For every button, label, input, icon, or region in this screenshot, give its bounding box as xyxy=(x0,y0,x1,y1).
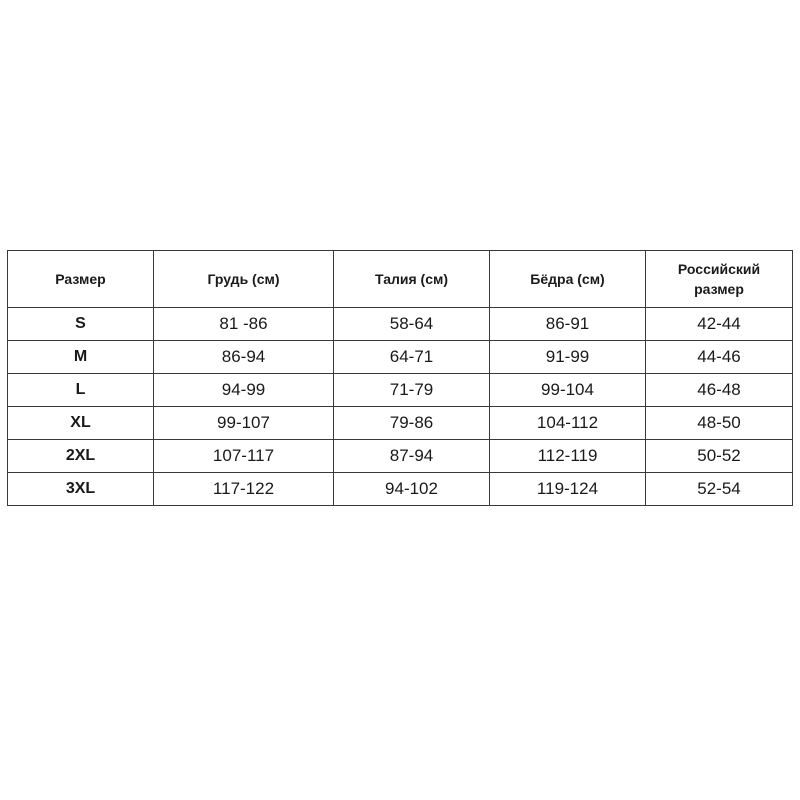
cell-russian-size: 46-48 xyxy=(646,374,793,407)
table-row xyxy=(8,308,793,341)
cell-size: L xyxy=(8,374,154,407)
cell-chest: 81 -86 xyxy=(154,308,334,341)
cell-hips: 119-124 xyxy=(490,473,646,506)
header-size: Размер xyxy=(8,251,154,308)
cell-chest: 117-122 xyxy=(154,473,334,506)
cell-hips: 86-91 xyxy=(490,308,646,341)
table-row xyxy=(8,341,793,374)
table-row xyxy=(8,473,793,506)
cell-waist: 79-86 xyxy=(334,407,490,440)
cell-waist: 71-79 xyxy=(334,374,490,407)
header-row xyxy=(8,251,793,308)
cell-hips: 104-112 xyxy=(490,407,646,440)
header-waist: Талия (см) xyxy=(334,251,490,308)
header-russian-size-line1: Российский xyxy=(677,261,761,277)
cell-russian-size: 52-54 xyxy=(646,473,793,506)
cell-russian-size: 50-52 xyxy=(646,440,793,473)
table-row xyxy=(8,440,793,473)
cell-waist: 94-102 xyxy=(334,473,490,506)
header-russian-size-line2: размер xyxy=(694,281,744,297)
cell-size: 2XL xyxy=(8,440,154,473)
cell-waist: 58-64 xyxy=(334,308,490,341)
table-row xyxy=(8,407,793,440)
cell-hips: 112-119 xyxy=(490,440,646,473)
header-chest: Грудь (см) xyxy=(154,251,334,308)
header-hips: Бёдра (см) xyxy=(490,251,646,308)
cell-chest: 107-117 xyxy=(154,440,334,473)
cell-russian-size: 42-44 xyxy=(646,308,793,341)
cell-chest: 86-94 xyxy=(154,341,334,374)
cell-size: 3XL xyxy=(8,473,154,506)
cell-size: S xyxy=(8,308,154,341)
size-chart-table xyxy=(7,250,793,506)
table-row xyxy=(8,374,793,407)
cell-size: M xyxy=(8,341,154,374)
cell-russian-size: 48-50 xyxy=(646,407,793,440)
cell-waist: 87-94 xyxy=(334,440,490,473)
cell-chest: 94-99 xyxy=(154,374,334,407)
cell-chest: 99-107 xyxy=(154,407,334,440)
cell-russian-size: 44-46 xyxy=(646,341,793,374)
header-russian-size xyxy=(646,251,793,308)
cell-hips: 99-104 xyxy=(490,374,646,407)
cell-waist: 64-71 xyxy=(334,341,490,374)
cell-hips: 91-99 xyxy=(490,341,646,374)
cell-size: XL xyxy=(8,407,154,440)
